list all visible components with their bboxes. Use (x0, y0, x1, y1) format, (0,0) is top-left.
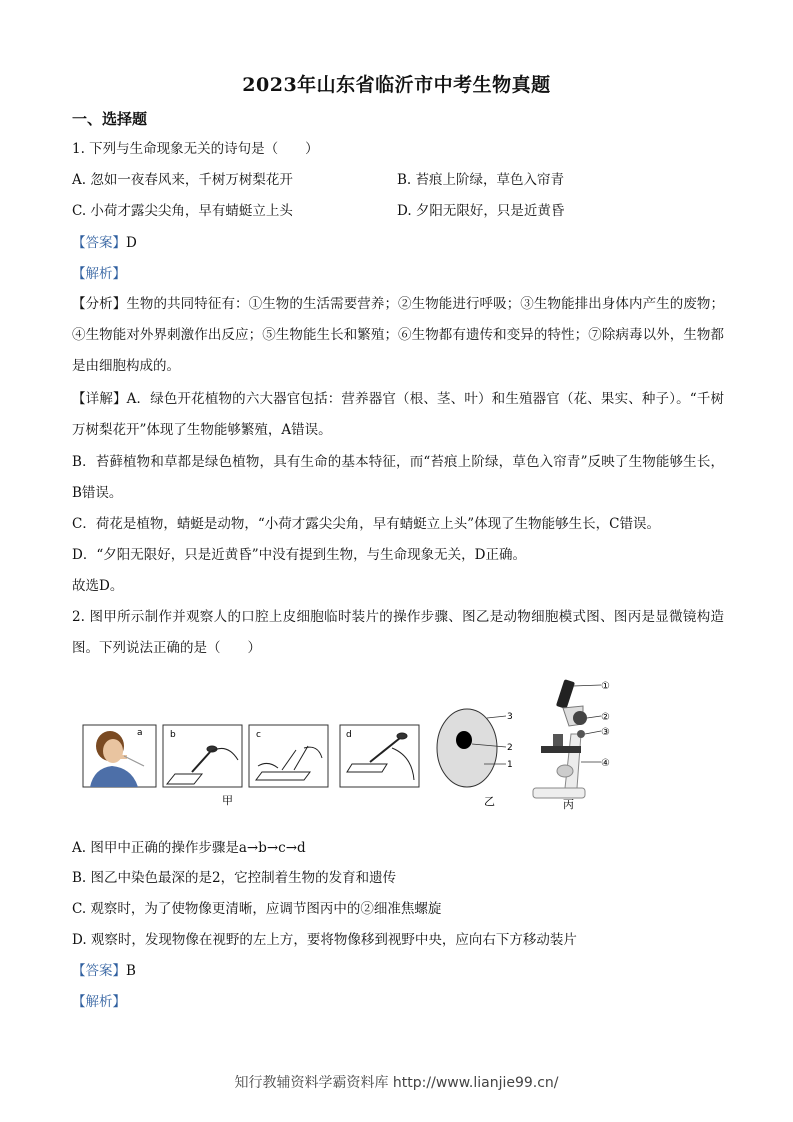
q1-xiangjie-d: D．“夕阳无限好，只是近黄昏”中没有提到生物，与生命现象无关，D正确。 (72, 547, 526, 563)
panel-label-c: c (256, 730, 261, 740)
q1-option-a: A. 忽如一夜春风来，千树万树梨花开 (72, 172, 293, 188)
fenxi-text: 生物的共同特征有：①生物的生活需要营养；②生物能进行呼吸；③生物能排出身体内产生的废物；④生物能对外界刺激作出反应；⑤生物能生长和繁殖；⑥生物都有遗传和变异的特性；⑦除病毒以外，生物都是由细胞构成的。 (72, 296, 725, 374)
q1-xiangjie-c: C．荷花是植物，蜻蜓是动物，“小荷才露尖尖角，早有蜻蜓立上头”体现了生物能够生长，C错误。 (72, 516, 660, 532)
q2-answer (72, 962, 136, 980)
page-footer: 知行教辅资料学霸资料库 http://www.lianjie99.cn/ (234, 1075, 559, 1091)
page-title: 2023年山东省临沂市中考生物真题 (242, 74, 551, 96)
q1-option-b: B. 苔痕上阶绿，草色入帘青 (397, 172, 565, 188)
figure-bing-label: 丙 (563, 798, 574, 811)
figure-jia (82, 722, 422, 812)
q2-option-a: A. 图甲中正确的操作步骤是a→b→c→d (72, 840, 306, 856)
figure-yi (432, 700, 522, 812)
q1-answer (72, 234, 137, 252)
cell-label-1: 1 (507, 760, 513, 770)
q1-option-d: D. 夕阳无限好，只是近黄昏 (397, 203, 565, 219)
figure-yi-label: 乙 (484, 795, 495, 808)
answer-value: D (126, 235, 137, 251)
q1-xiangjie-b: B．苔藓植物和草都是绿色植物，具有生命的基本特征，而“苔痕上阶绿，草色入帘青”反映了生物能够生长，B错误。 (72, 454, 724, 501)
scope-label-4: ④ (601, 758, 610, 769)
cell-nucleus (456, 731, 472, 749)
xiangjie-a-text: A．绿色开花植物的六大器官包括：营养器官（根、茎、叶）和生殖器官（花、果实、种子）。“千树万树梨花开”体现了生物能够繁殖，A错误。 (72, 391, 725, 438)
section-heading: 一、选择题 (72, 110, 148, 128)
scope-label-1: ① (601, 681, 610, 692)
panel-label-b: b (170, 730, 176, 740)
answer-label: 【答案】 (72, 235, 126, 251)
answer-label: 【答案】 (72, 963, 126, 979)
scope-label-2: ② (601, 712, 610, 723)
q1-xiangjie-a (72, 384, 724, 446)
q2-option-d: D. 观察时，发现物像在视野的左上方，要将物像移到视野中央，应向右下方移动装片 (72, 932, 577, 948)
fenxi-label: 【分析】 (72, 296, 127, 312)
cell-label-2: 2 (507, 743, 513, 753)
q1-option-c: C. 小荷才露尖尖角，早有蜻蜓立上头 (72, 203, 293, 219)
q1-analysis-label: 【解析】 (72, 266, 126, 282)
panel-label-d: d (346, 730, 352, 740)
q1-stem: 1. 下列与生命现象无关的诗句是（ ） (72, 141, 319, 157)
microscope-illustration (533, 679, 587, 798)
q1-fenxi (72, 289, 724, 382)
xiangjie-label: 【详解】 (72, 391, 127, 407)
q2-option-b: B. 图乙中染色最深的是2，它控制着生物的发育和遗传 (72, 870, 397, 886)
scope-label-3: ③ (601, 727, 610, 738)
panel-label-a: a (137, 728, 143, 738)
q2-option-c: C. 观察时，为了使物像更清晰，应调节图丙中的②细准焦螺旋 (72, 901, 442, 917)
figure-jia-label: 甲 (222, 794, 233, 807)
q2-analysis-label: 【解析】 (72, 994, 126, 1010)
q1-conclusion: 故选D。 (72, 578, 124, 594)
q2-stem: 2. 图甲所示制作并观察人的口腔上皮细胞临时装片的操作步骤、图乙是动物细胞模式图、图丙是显微镜构造图。下列说法正确的是（ ） (72, 609, 724, 656)
answer-value: B (126, 963, 136, 979)
cell-label-3: 3 (507, 712, 513, 722)
figure-bing (525, 676, 625, 812)
